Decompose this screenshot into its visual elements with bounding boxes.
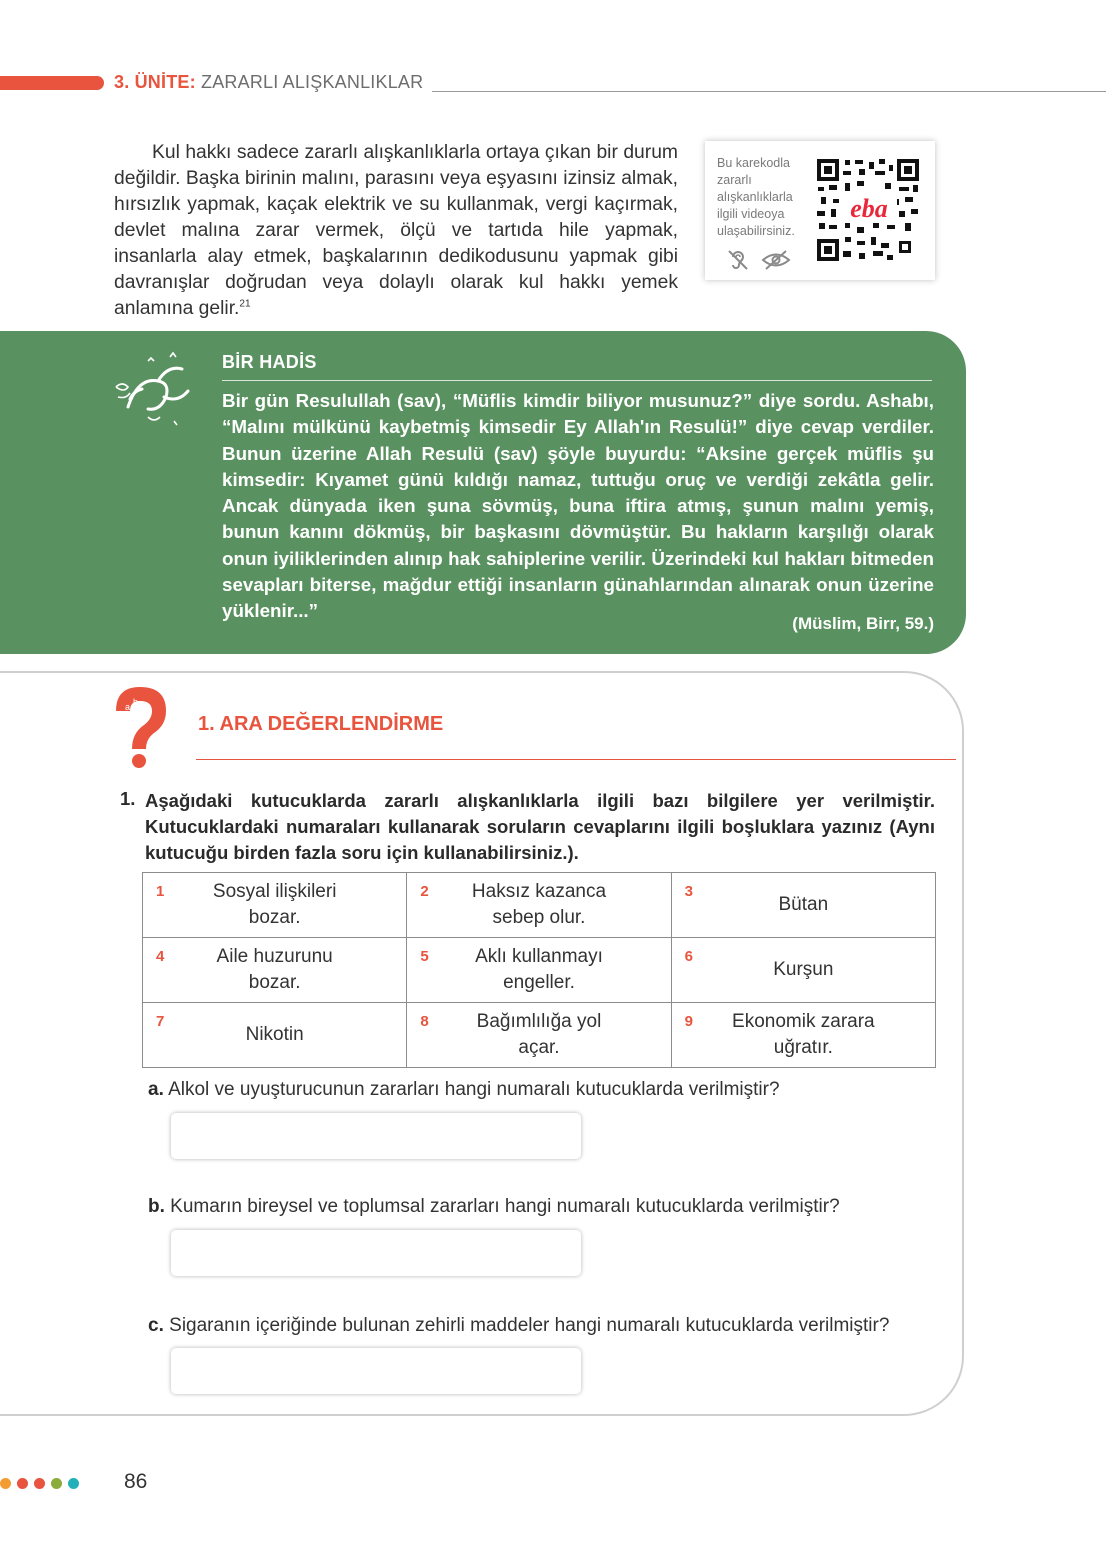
dot (17, 1478, 28, 1489)
box-text: Sosyal ilişkileri bozar. (212, 881, 337, 928)
question-number: 1. (120, 788, 136, 809)
box-text: Bağımlılığa yol açar. (476, 1011, 602, 1058)
subquestion-letter: c. (148, 1315, 164, 1336)
eba-logo: eba (850, 194, 888, 223)
info-box (671, 938, 935, 1003)
evaluation-title: 1. ARA DEĞERLENDİRME (198, 713, 444, 735)
subquestion-text: Sigaranın içeriğinde bulunan zehirli maddeler hangi numaralı kutucuklarda verilmiştir? (169, 1315, 890, 1336)
unit-header (114, 72, 423, 93)
intro-paragraph (114, 140, 678, 322)
box-number: 3 (684, 883, 693, 900)
dot (0, 1478, 11, 1489)
qr-code[interactable] (815, 157, 921, 263)
dot (34, 1478, 45, 1489)
subquestion-letter: b. (148, 1196, 165, 1217)
box-number: 1 (156, 883, 165, 900)
box-number: 6 (684, 948, 693, 965)
subquestion-c (148, 1315, 889, 1337)
hadis-source: (Müslim, Birr, 59.) (792, 614, 934, 633)
info-box-grid (142, 872, 936, 1068)
box-text: Aile huzurunu bozar. (216, 946, 333, 993)
decorative-dots (0, 1478, 79, 1489)
answer-box-b[interactable] (171, 1230, 581, 1276)
svg-text:d: d (137, 707, 143, 717)
subquestion-b (148, 1196, 840, 1218)
question-head-icon (110, 683, 170, 769)
box-number: 5 (420, 948, 429, 965)
box-number: 8 (420, 1013, 429, 1030)
subquestion-text: Alkol ve uyuşturucunun zararları hangi numaralı kutucuklarda verilmiştir? (168, 1079, 780, 1100)
unit-label: 3. ÜNİTE: (114, 72, 196, 92)
box-text: Bütan (778, 894, 829, 915)
hearing-impaired-icon (725, 247, 751, 273)
box-text: Haksız kazanca sebep olur. (471, 881, 607, 928)
answer-box-a[interactable] (171, 1113, 581, 1159)
box-text: Nikotin (245, 1024, 304, 1045)
unit-topic: ZARARLI ALIŞKANLIKLAR (201, 72, 424, 92)
footnote-ref: 21 (239, 298, 251, 310)
evaluation-rule (196, 759, 956, 760)
qr-card[interactable] (705, 141, 935, 280)
hadis-title: BİR HADİS (222, 352, 317, 372)
info-box (143, 873, 407, 938)
visually-impaired-icon (761, 247, 791, 273)
svg-text:b: b (133, 697, 139, 707)
calligraphy-icon (108, 347, 198, 431)
dot (51, 1478, 62, 1489)
box-number: 9 (684, 1013, 693, 1030)
info-box (143, 938, 407, 1003)
box-number: 4 (156, 948, 165, 965)
accessibility-icons (725, 247, 791, 273)
svg-text:a: a (125, 702, 131, 712)
box-text: Ekonomik zarara uğratır. (732, 1011, 875, 1058)
intro-text: Kul hakkı sadece zararlı alışkanlıklarla ortaya çıkan bir durum değildir. Başka birinin malını, parasını veya eşyasını izinsiz almak, hırsızlık yapmak, kaçak elektrik ve su kullanmak, vergi kaçırmak, devlet malına zarar vermek, ölçü ve tartıda hile yapmak, insanlarla alay etmek, başkalarının dedikodusunu yapmak gibi davranışlar doğrudan veya dolaylı olarak kul hakkı yemek anlamına gelir. (114, 142, 678, 319)
info-box (143, 1003, 407, 1068)
header-accent-bar (0, 76, 104, 90)
page-number: 86 (124, 1470, 148, 1493)
hadis-text: Bir gün Resulullah (sav), “Müflis kimdir biliyor musunuz?” diye sordu. Ashabı, “Malını mülkünü kaybetmiş kimsedir Ey Allah'ın Resulü!” diye cevap verdiler. Bunun üzerine Allah Resulü (sav) şöyle buyurdu: “Aksine gerçek müflis şu kimsedir: Kıyamet günü kıldığı namaz, tuttuğu oruç ve verdiği zekâtla gelir. Ancak dünyada iken şuna sövmüş, buna iftira atmış, şunun malını yemiş, bunun kanını dökmüş, bir başkasını dövmüştür. Bu hakların karşılığı olarak onun iyiliklerinden alınıp hak sahiplerine verilir. Üzerindeki kul hakları bitmeden sevapları biterse, mağdur ettiği insanların günahlarından alınarak onun üzerine yüklenir...” (222, 390, 934, 622)
info-box (671, 1003, 935, 1068)
answer-box-c[interactable] (171, 1348, 581, 1394)
info-box (407, 873, 671, 938)
qr-caption: Bu karekodla zararlı alışkanlıklarla ilgili videoya ulaşabilirsiniz. (717, 156, 795, 238)
box-number: 7 (156, 1013, 165, 1030)
box-text: Kurşun (773, 959, 834, 980)
box-text: Aklı kullanmayı engeller. (475, 946, 603, 993)
subquestion-text: Kumarın bireysel ve toplumsal zararları hangi numaralı kutucuklarda verilmiştir? (170, 1196, 840, 1217)
info-box (407, 1003, 671, 1068)
subquestion-letter: a. (148, 1079, 164, 1100)
svg-text:c: c (129, 708, 134, 718)
header-rule (432, 91, 1106, 92)
info-box (407, 938, 671, 1003)
question-text: Aşağıdaki kutucuklarda zararlı alışkanlıklarla ilgili bazı bilgilere yer verilmiştir. Kutucuklardaki numaraları kullanarak soruların cevaplarını ilgili boşluklara yazınız (Aynı kutucuğu birden fazla soru için kullanabilirsiniz.). (145, 790, 935, 863)
box-number: 2 (420, 883, 429, 900)
info-box (671, 873, 935, 938)
hadis-rule (222, 380, 932, 381)
subquestion-a (148, 1079, 780, 1101)
dot (68, 1478, 79, 1489)
